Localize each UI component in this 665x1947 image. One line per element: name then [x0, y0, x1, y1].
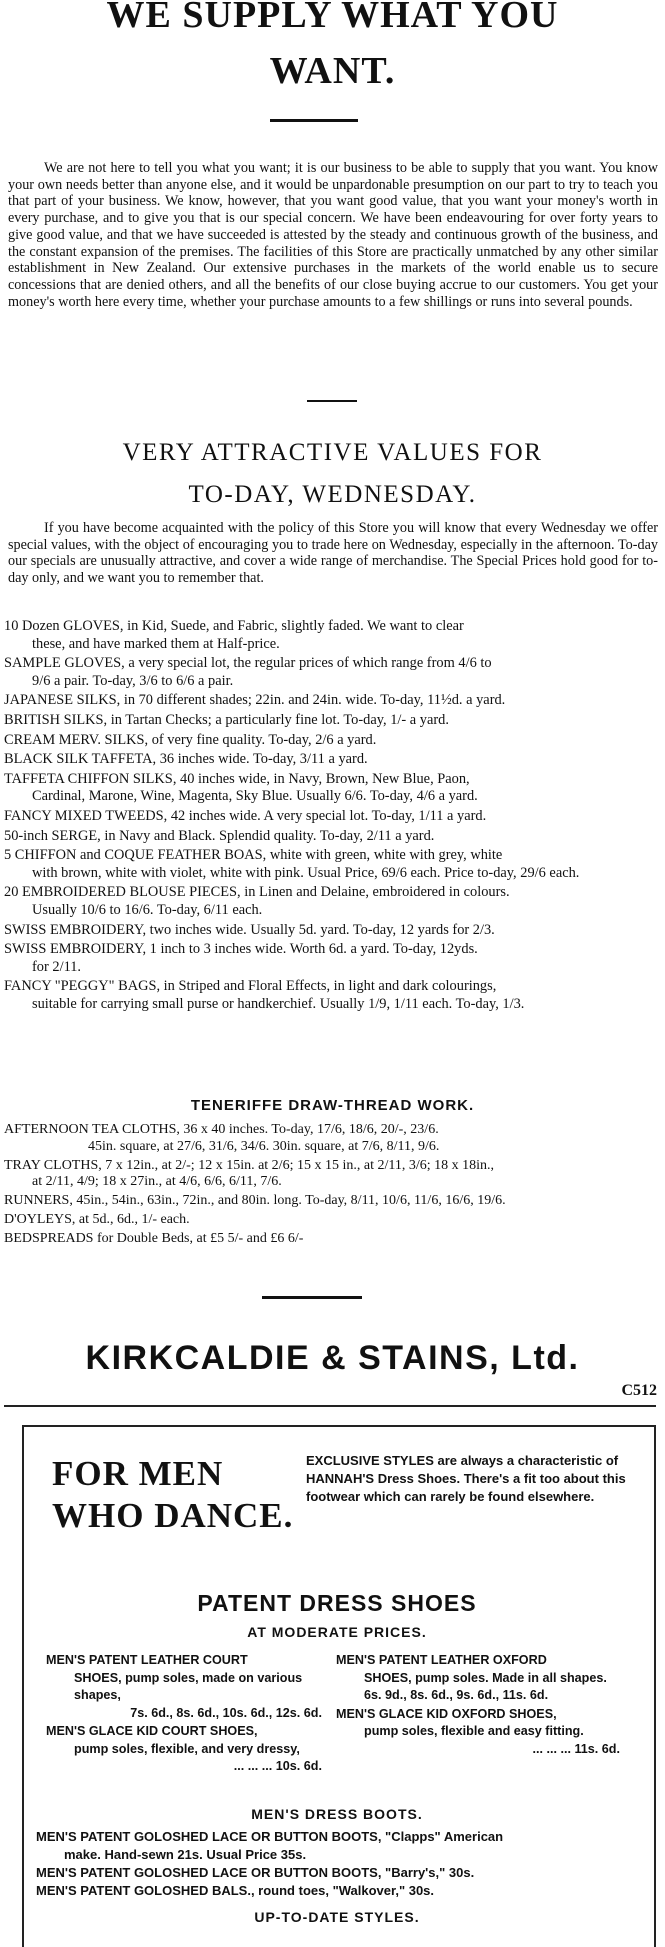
list-item: TRAY CLOTHS, 7 x 12in., at 2/-; 12 x 15in. at 2/6; 15 x 15 in., at 2/11, 3/6; 18 x 18in., at 2/11, 4/9; 18 x 27in., at 4/6, 6/6, 6/11, 7/6. [4, 1157, 494, 1190]
list-item: BEDSPREADS for Double Beds, at £5 5/- and £6 6/- [4, 1230, 304, 1246]
divider [270, 119, 358, 122]
list-item: MEN'S PATENT GOLOSHED LACE OR BUTTON BOOTS, "Barry's," 30s. [36, 1865, 475, 1880]
list-item: SWISS EMBROIDERY, 1 inch to 3 inches wide. Worth 6d. a yard. To-day, 12yds. for 2/11. [4, 941, 478, 975]
store-brand: KIRKCALDIE & STAINS, Ltd. [85, 1339, 580, 1377]
list-item: TAFFETA CHIFFON SILKS, 40 inches wide, in Navy, Brown, New Blue, Paon, Cardinal, Marone, Wine, Magenta, Sky Blue. Usually 6/6. To-day, 4/6 a yard. [4, 770, 478, 805]
list-item: MEN'S PATENT GOLOSHED BALS., round toes, "Walkover," 30s. [36, 1883, 435, 1898]
teneriffe-heading: TENERIFFE DRAW-THREAD WORK. [190, 1097, 475, 1114]
list-item: RUNNERS, 45in., 54in., 63in., 72in., and 80in. long. To-day, 8/11, 10/6, 11/6, 16/6, 19/6. [4, 1193, 506, 1209]
list-item: BLACK SILK TAFFETA, 36 inches wide. To-day, 3/11 a yard. [4, 751, 368, 768]
values-intro [8, 520, 658, 587]
up-to-date-styles-title: UP-TO-DATE STYLES. [254, 1909, 420, 1925]
left-shoe-column [46, 1652, 322, 1777]
list-item: 5 CHIFFON and COQUE FEATHER BOAS, white with green, white with grey, white with brown, white with violet, white with pink. Usual Price, 69/6 each. Price to-day, 29/6 each. [4, 847, 580, 881]
list-item: BRITISH SILKS, in Tartan Checks; a particularly fine lot. To-day, 1/- a yard. [4, 711, 449, 728]
list-item: MEN'S GLACE KID OXFORD SHOES, pump soles, flexible and easy fitting. ... ... ... 11s. 6d. [336, 1706, 620, 1756]
list-item: D'OYLEYS, at 5d., 6d., 1/- each. [4, 1211, 190, 1227]
shoe-ad-headline [52, 1453, 293, 1537]
list-item: 10 Dozen GLOVES, in Kid, Suede, and Fabric, slightly faded. We want to clear these, and have marked them at Half-price. [4, 618, 464, 652]
list-item: FANCY "PEGGY" BAGS, in Striped and Floral Effects, in light and dark colourings, suitable for carrying small purse or handkerchief. Usually 1/9, 1/11 each. To-day, 1/3. [4, 978, 525, 1012]
divider [262, 1296, 362, 1299]
divider [4, 1405, 656, 1407]
intro-paragraph [8, 160, 658, 310]
list-item: MEN'S GLACE KID COURT SHOES, pump soles, flexible, and very dressy, ... ... ... 10s. 6d. [46, 1724, 322, 1773]
headline-line2: WANT. [269, 50, 396, 92]
moderate-prices-subtitle: AT MODERATE PRICES. [247, 1624, 427, 1640]
list-item: 20 EMBROIDERED BLOUSE PIECES, in Linen and Delaine, embroidered in colours. Usually 10/6 to 16/6. To-day, 6/11 each. [4, 884, 510, 918]
special-items-list [4, 618, 659, 1015]
headline-line: WHO DANCE. [52, 1496, 294, 1535]
right-shoe-column [336, 1652, 620, 1759]
list-item: MEN'S PATENT LEATHER OXFORD SHOES, pump soles. Made in all shapes. 6s. 9d., 8s. 6d., 9s. 6d., 11s. 6d. [336, 1653, 607, 1702]
intro-text: We are not here to tell you what you want; it is our business to be able to supply that you want. You know your own needs better than anyone else, and it would be unpardonable presumption on our part to try to teach you that part of your business. We know, however, that you want good value, that you want your money's worth in every purchase, and to give you that is our special concern. We have been endeavouring for over forty years to give good value, and that we have succeeded is attested by the steady and continuous growth of the business, and the constant expansion of the premises. The facilities of this Store are practically unmatched by any other similar establishment in New Zealand. Our extensive purchases in the markets of the world enable us to secure concessions that are denied others, and all the benefits of our close buying accrue to our customers. You get your money's worth here every time, whether your purchase amounts to a few shillings or runs into several pounds. [8, 160, 658, 310]
list-item: SWISS EMBROIDERY, two inches wide. Usually 5d. yard. To-day, 12 yards for 2/3. [4, 921, 495, 938]
list-item: AFTERNOON TEA CLOTHS, 36 x 40 inches. To-day, 17/6, 18/6, 20/-, 23/6. 45in. square, at 27/6, 31/6, 34/6. 30in. square, at 7/6, 8/11, 9/6. [4, 1122, 440, 1154]
list-item: MEN'S PATENT LEATHER COURT SHOES, pump soles, made on various shapes, 7s. 6d., 8s. 6d., 10s. 6d., 12s. 6d. [46, 1653, 322, 1720]
headline-line1: WE SUPPLY WHAT YOU [106, 0, 559, 36]
list-item: JAPANESE SILKS, in 70 different shades; 22in. and 24in. wide. To-day, 11½d. a yard. [4, 692, 506, 709]
exclusive-styles-text: EXCLUSIVE STYLES are always a characteristic of HANNAH'S Dress Shoes. There's a fit too about this footwear which can rarely be found elsewhere. [306, 1453, 626, 1504]
ad-code: C512 [621, 1382, 657, 1399]
list-item: FANCY MIXED TWEEDS, 42 inches wide. A very special lot. To-day, 1/11 a yard. [4, 807, 487, 824]
patent-dress-shoes-title: PATENT DRESS SHOES [197, 1590, 477, 1616]
teneriffe-list [4, 1122, 659, 1250]
list-item: MEN'S PATENT GOLOSHED LACE OR BUTTON BOOTS, "Clapps" American make. Hand-sewn 21s. Usual Price 35s. [36, 1829, 504, 1862]
values-intro-text: If you have become acquainted with the policy of this Store you will know that every Wednesday we offer special values, with the object of encouraging you to trade here on Wednesday, especially in the afternoon. To-day our specials are unusually attractive, and cover a wide range of merchandise. The Special Prices hold good for to-day only, and we want you to remember that. [8, 520, 658, 587]
headline-line: FOR MEN [52, 1454, 224, 1493]
values-heading-line1: VERY ATTRACTIVE VALUES FOR [122, 439, 543, 466]
dress-boots-title: MEN'S DRESS BOOTS. [251, 1806, 423, 1822]
values-heading-line2: TO-DAY, WEDNESDAY. [188, 481, 477, 508]
list-item: CREAM MERV. SILKS, of very fine quality. To-day, 2/6 a yard. [4, 731, 377, 748]
divider [307, 400, 357, 402]
list-item: 50-inch SERGE, in Navy and Black. Splendid quality. To-day, 2/11 a yard. [4, 827, 435, 844]
boots-list [36, 1828, 636, 1900]
list-item: SAMPLE GLOVES, a very special lot, the regular prices of which range from 4/6 to 9/6 a pair. To-day, 3/6 to 6/6 a pair. [4, 655, 492, 689]
